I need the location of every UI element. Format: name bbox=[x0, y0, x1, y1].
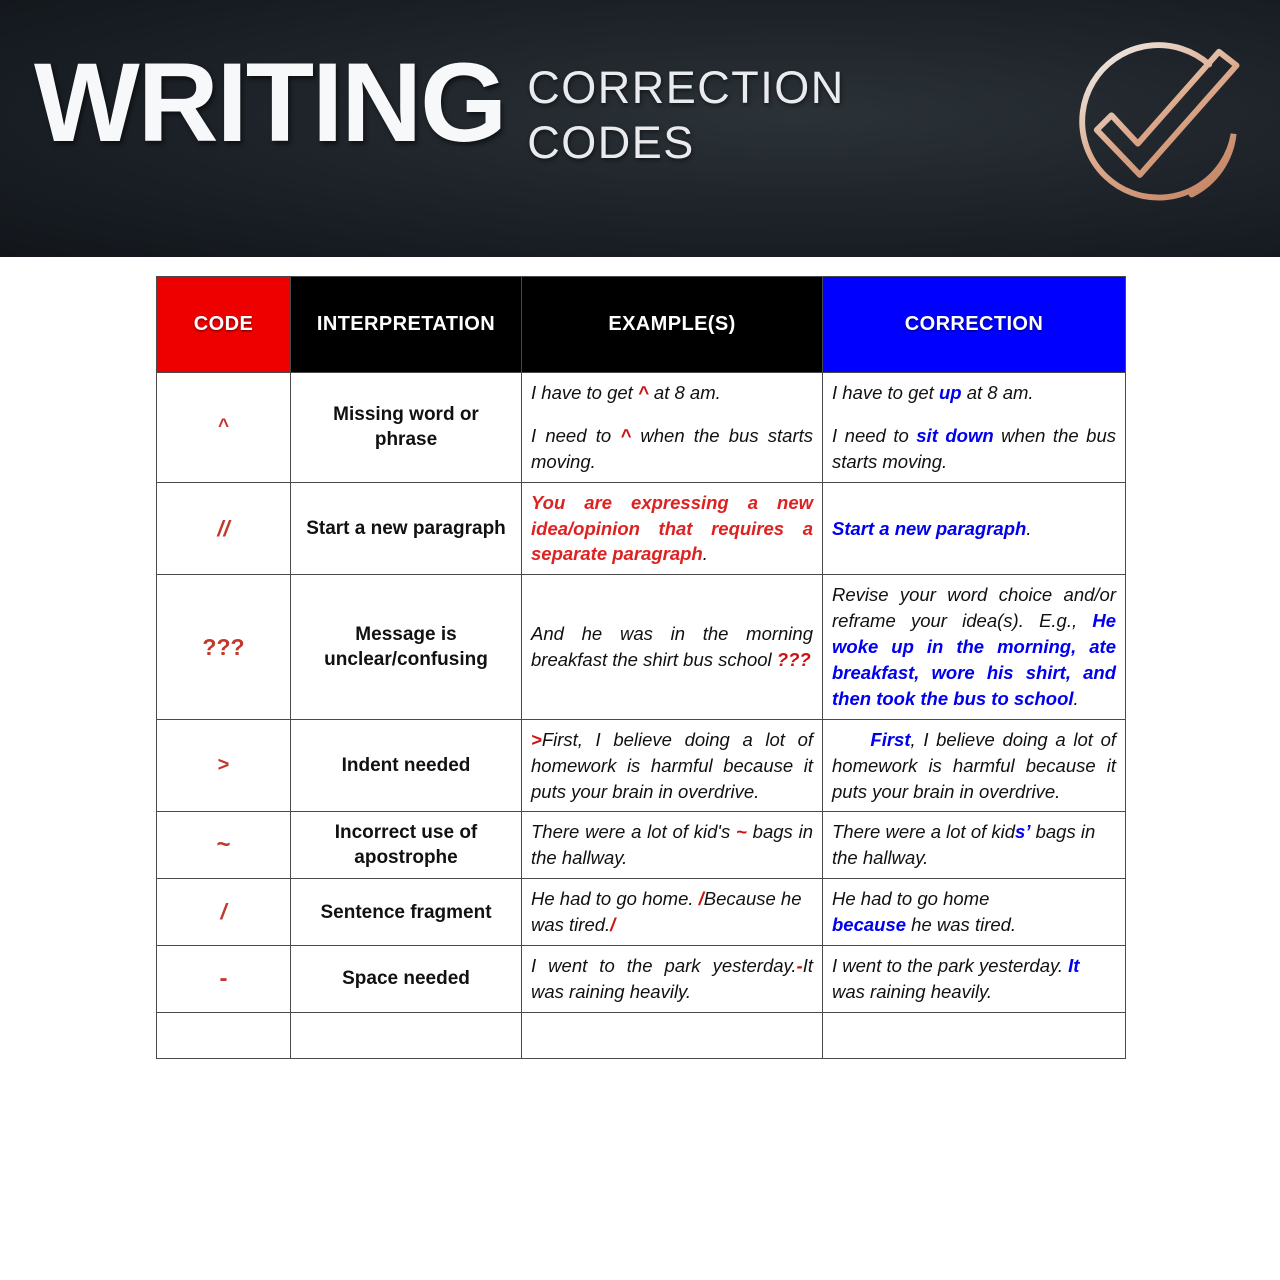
table-row bbox=[157, 879, 1126, 946]
correction-highlight: First bbox=[870, 728, 911, 750]
example-mark: ??? bbox=[776, 649, 811, 671]
code-example bbox=[522, 373, 823, 483]
writing-correction-codes-table bbox=[156, 276, 1126, 1059]
code-interpretation: Start a new paragraph bbox=[291, 482, 522, 575]
example-mark: You are expressing a new idea/opinion that requires a separate paragraph bbox=[531, 491, 813, 565]
example-text: There were a lot of kid's bbox=[531, 821, 737, 843]
table-header-row bbox=[157, 277, 1126, 373]
code-example bbox=[522, 946, 823, 1013]
code-symbol: > bbox=[157, 719, 291, 812]
example-text: . bbox=[702, 543, 708, 565]
correction-text: he was tired. bbox=[906, 914, 1017, 936]
example-mark: > bbox=[531, 728, 542, 750]
code-example bbox=[522, 879, 823, 946]
code-interpretation: Space needed bbox=[291, 946, 522, 1013]
correction-highlight: He woke up in the morning, ate breakfast, wore his shirt, and then took the bus to school bbox=[832, 610, 1116, 709]
correction-text: I need to bbox=[832, 424, 917, 446]
table-row bbox=[157, 812, 1126, 879]
correction-text: when the bus starts moving. bbox=[832, 424, 1116, 472]
code-symbol: ^ bbox=[157, 373, 291, 483]
code-interpretation: Sentence fragment bbox=[291, 879, 522, 946]
table-row bbox=[157, 719, 1126, 812]
code-example bbox=[522, 812, 823, 879]
table-row bbox=[157, 482, 1126, 575]
correction-text: at 8 am. bbox=[961, 382, 1034, 403]
code-interpretation: Missing word or phrase bbox=[291, 373, 522, 483]
correction-text: He had to go home bbox=[832, 888, 990, 910]
correction-highlight: sit down bbox=[916, 424, 994, 446]
correction-text: . bbox=[1026, 517, 1032, 539]
code-symbol: // bbox=[157, 482, 291, 575]
example-mark: ~ bbox=[736, 821, 747, 843]
column-header-correction: CORRECTION bbox=[823, 277, 1126, 373]
code-interpretation-empty bbox=[291, 1012, 522, 1058]
code-example bbox=[522, 719, 823, 812]
example-text: at 8 am. bbox=[648, 382, 721, 403]
correction-text: There were a lot of kid bbox=[832, 821, 1016, 843]
example-text: I went to the park yesterday. bbox=[531, 955, 797, 977]
example-text: First, I believe doing a lot of homework is harmful because it puts your brain in overdrive. bbox=[531, 728, 813, 802]
table-row-empty bbox=[157, 1012, 1126, 1058]
example-text: Because he was tired. bbox=[531, 888, 802, 936]
example-text: And he was in the morning breakfast the shirt bus school bbox=[531, 623, 813, 671]
example-mark: / bbox=[610, 914, 616, 936]
code-correction-empty bbox=[823, 1012, 1126, 1058]
code-symbol: - bbox=[157, 946, 291, 1013]
example-mark: - bbox=[796, 955, 803, 977]
codes-table-area bbox=[0, 257, 1280, 1280]
code-interpretation: Indent needed bbox=[291, 719, 522, 812]
code-correction bbox=[823, 812, 1126, 879]
code-example-empty bbox=[522, 1012, 823, 1058]
column-header-interpretation: INTERPRETATION bbox=[291, 277, 522, 373]
example-mark: / bbox=[698, 888, 704, 910]
correction-text: . bbox=[1073, 687, 1079, 709]
correction-highlight: up bbox=[938, 382, 962, 403]
page-title: WRITING bbox=[34, 40, 506, 165]
code-correction bbox=[823, 482, 1126, 575]
code-symbol: ~ bbox=[157, 812, 291, 879]
example-text: I have to get bbox=[531, 382, 638, 403]
table-row bbox=[157, 946, 1126, 1013]
table-row bbox=[157, 575, 1126, 719]
code-correction bbox=[823, 575, 1126, 719]
correction-highlight: because bbox=[832, 914, 907, 936]
page-subtitle bbox=[527, 64, 845, 167]
column-header-code: CODE bbox=[157, 277, 291, 373]
correction-text: was raining heavily. bbox=[832, 980, 993, 1002]
code-example bbox=[522, 482, 823, 575]
correction-text: bags in the hallway. bbox=[832, 821, 1096, 869]
correction-highlight: s’ bbox=[1015, 821, 1031, 843]
example-text: It was raining heavily. bbox=[531, 955, 813, 1002]
circle-checkmark-icon bbox=[1045, 18, 1260, 238]
code-interpretation: Incorrect use of apostrophe bbox=[291, 812, 522, 879]
correction-text: , I believe doing a lot of homework is harmful because it puts your brain in overdrive. bbox=[832, 728, 1116, 802]
example-text: when the bus starts moving. bbox=[531, 424, 814, 472]
page-subtitle-line2: CODES bbox=[527, 117, 695, 169]
code-correction bbox=[823, 879, 1126, 946]
code-symbol-empty bbox=[157, 1012, 291, 1058]
code-correction bbox=[823, 719, 1126, 812]
correction-highlight: Start a new paragraph bbox=[832, 517, 1027, 539]
example-mark: ^ bbox=[637, 382, 649, 403]
code-symbol: ??? bbox=[157, 575, 291, 719]
column-header-example: EXAMPLE(S) bbox=[522, 277, 823, 373]
code-correction bbox=[823, 373, 1126, 483]
table-row bbox=[157, 373, 1126, 483]
correction-text: Revise your word choice and/or reframe your idea(s). E.g., bbox=[832, 584, 1116, 632]
correction-text: I have to get bbox=[832, 382, 939, 403]
example-mark: ^ bbox=[620, 424, 632, 446]
page-banner bbox=[0, 0, 1280, 257]
example-text: He had to go home. bbox=[531, 888, 699, 910]
correction-text: I went to the park yesterday. bbox=[832, 955, 1069, 977]
example-text: bags in the hallway. bbox=[531, 821, 813, 869]
code-symbol: / bbox=[157, 879, 291, 946]
code-interpretation: Message is unclear/confusing bbox=[291, 575, 522, 719]
example-text: I need to bbox=[531, 424, 621, 446]
correction-highlight: It bbox=[1068, 955, 1080, 977]
code-correction bbox=[823, 946, 1126, 1013]
page-subtitle-line1: CORRECTION bbox=[527, 62, 845, 113]
code-example bbox=[522, 575, 823, 719]
